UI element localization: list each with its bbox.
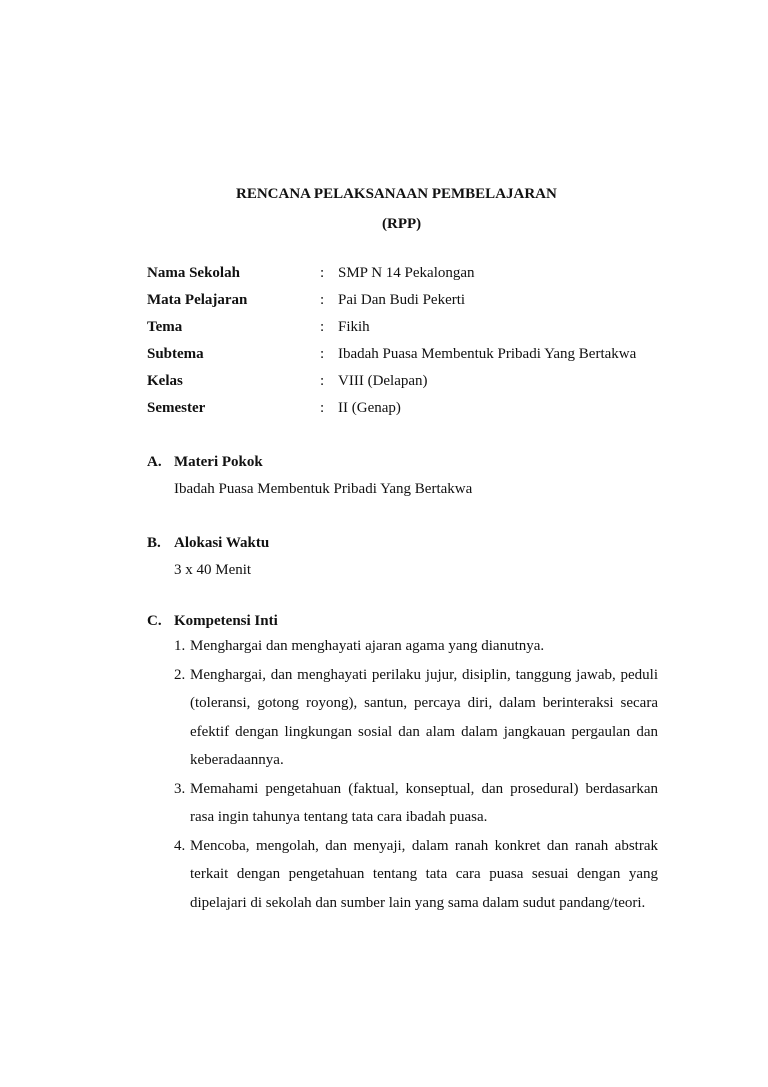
info-colon: : xyxy=(320,292,325,308)
info-label: Nama Sekolah xyxy=(147,265,240,281)
list-text: Menghargai dan menghayati ajaran agama yang dianutnya. xyxy=(190,638,545,654)
list-text: Mencoba, mengolah, dan menyaji, dalam ranah konkret dan ranah abstrak terkait dengan pengetahuan tentang tata cara puasa sesuai dengan yang dipelajari di sekolah dan sumber lain yang sama dalam sudut pandang/teori. xyxy=(190,837,658,911)
info-value: Pai Dan Budi Pekerti xyxy=(338,292,466,308)
document-title: RENCANA PELAKSANAAN PEMBELAJARAN xyxy=(236,186,557,202)
list-item xyxy=(174,775,658,832)
info-row-tema xyxy=(147,319,667,341)
list-number: 1. xyxy=(174,638,186,654)
info-row-semester xyxy=(147,400,667,422)
section-title: Materi Pokok xyxy=(174,454,263,470)
list-number: 2. xyxy=(174,666,186,683)
section-title: Alokasi Waktu xyxy=(174,535,270,551)
list-item xyxy=(174,632,658,661)
info-label: Kelas xyxy=(147,373,183,389)
info-colon: : xyxy=(320,400,325,416)
section-c-heading xyxy=(147,613,278,630)
list-text: Menghargai, dan menghayati perilaku jujur, disiplin, tanggung jawab, peduli (toleransi, gotong royong), santun, percaya diri, dalam berinteraksi secara efektif dengan lingkungan sosial dan alam dalam jangkauan pergaulan dan keberadaannya. xyxy=(190,666,658,768)
section-b-heading xyxy=(147,535,269,552)
info-value: II (Genap) xyxy=(338,400,401,416)
section-letter: A. xyxy=(147,454,162,470)
kompetensi-inti-list xyxy=(174,632,658,917)
info-row-mata-pelajaran xyxy=(147,292,667,314)
list-item xyxy=(174,661,658,775)
info-label: Mata Pelajaran xyxy=(147,292,248,308)
info-label: Semester xyxy=(147,400,206,416)
info-row-kelas xyxy=(147,373,667,395)
section-letter: B. xyxy=(147,535,161,551)
info-row-nama-sekolah xyxy=(147,265,667,287)
info-colon: : xyxy=(320,373,325,389)
info-value: VIII (Delapan) xyxy=(338,373,428,389)
info-value: Fikih xyxy=(338,319,370,335)
info-value: Ibadah Puasa Membentuk Pribadi Yang Bertakwa xyxy=(338,346,637,362)
section-letter: C. xyxy=(147,613,162,629)
info-colon: : xyxy=(320,265,325,281)
info-label: Subtema xyxy=(147,346,204,362)
info-row-subtema xyxy=(147,346,667,368)
list-number: 3. xyxy=(174,780,186,797)
section-a-heading xyxy=(147,454,263,471)
section-title: Kompetensi Inti xyxy=(174,613,278,629)
section-b-body: 3 x 40 Menit xyxy=(174,562,252,578)
info-label: Tema xyxy=(147,319,183,335)
info-colon: : xyxy=(320,346,325,362)
list-item xyxy=(174,832,658,918)
list-number: 4. xyxy=(174,837,186,854)
info-colon: : xyxy=(320,319,325,335)
document-subtitle: (RPP) xyxy=(382,216,422,232)
info-value: SMP N 14 Pekalongan xyxy=(338,265,475,281)
section-a-body: Ibadah Puasa Membentuk Pribadi Yang Bertakwa xyxy=(174,481,473,497)
list-text: Memahami pengetahuan (faktual, konseptual, dan prosedural) berdasarkan rasa ingin tahunya tentang tata cara ibadah puasa. xyxy=(190,780,658,825)
